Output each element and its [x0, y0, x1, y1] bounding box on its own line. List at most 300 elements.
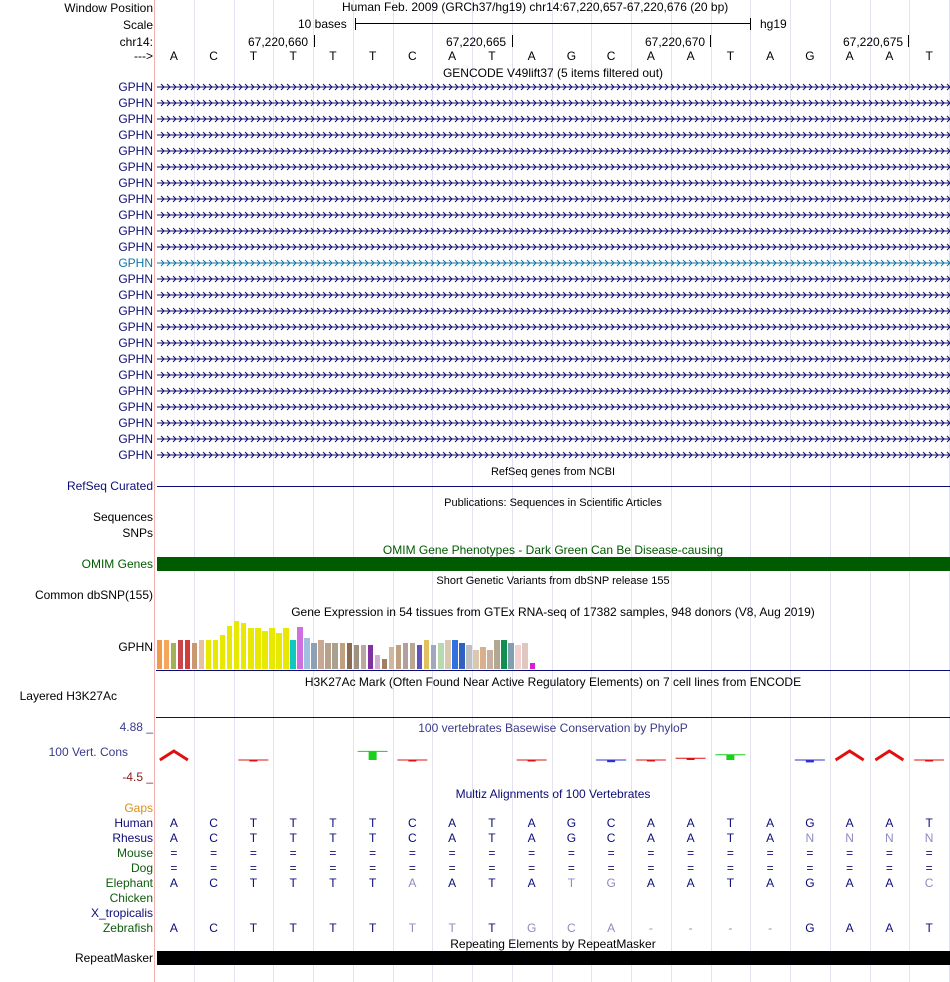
gencode-transcript-line[interactable] [157, 257, 950, 269]
aligned-base: A [169, 876, 178, 890]
aligned-base: C [209, 876, 218, 890]
aligned-base: - [648, 921, 653, 935]
gtex-tissue-bar[interactable] [424, 640, 430, 669]
aligned-base: A [169, 921, 178, 935]
aligned-base: = [528, 861, 536, 875]
gtex-tissue-bar[interactable] [311, 643, 317, 669]
gencode-transcript-line[interactable] [157, 449, 950, 461]
scale-bar-left-tick [355, 18, 356, 30]
aligned-base: T [448, 921, 456, 935]
window-position-label: Window Position [64, 1, 153, 15]
gtex-tissue-bar[interactable] [487, 650, 493, 669]
gencode-gene-label[interactable]: GPHN [118, 368, 153, 382]
aligned-base: = [249, 846, 257, 860]
reference-base: T [925, 49, 933, 63]
gtex-tissue-bar[interactable] [480, 647, 486, 669]
reference-base: C [606, 49, 616, 63]
aligned-base: A [845, 816, 854, 830]
gtex-tissue-bar[interactable] [375, 655, 381, 669]
gtex-tissue-bar[interactable] [269, 628, 275, 669]
gencode-transcript-line[interactable] [157, 113, 950, 125]
gtex-tissue-bar[interactable] [255, 628, 261, 669]
aligned-base: = [528, 846, 536, 860]
aligned-base: = [925, 861, 933, 875]
gencode-transcript-line[interactable] [157, 305, 950, 317]
assembly-position-text: Human Feb. 2009 (GRCh37/hg19) chr14:67,220,657-67,220,676 (20 bp) [342, 0, 729, 14]
gtex-tissue-bar[interactable] [325, 643, 331, 669]
aligned-base: A [527, 831, 536, 845]
phylop-score-mark [358, 751, 388, 760]
gencode-gene-label[interactable]: GPHN [118, 160, 153, 174]
aligned-base: G [526, 921, 537, 935]
gtex-tissue-bar[interactable] [283, 628, 289, 669]
gtex-tissue-bar[interactable] [248, 628, 254, 669]
gencode-transcript-line[interactable] [157, 289, 950, 301]
h3k27ac-baseline [156, 717, 950, 718]
aligned-base: A [686, 876, 695, 890]
gencode-transcript-line[interactable] [157, 353, 950, 365]
aligned-base: = [289, 861, 297, 875]
species-label[interactable]: Human [114, 816, 153, 830]
sequences-track-label[interactable]: Sequences [92, 510, 153, 524]
gtex-tissue-bar[interactable] [522, 643, 528, 669]
phylop-score-mark [914, 760, 944, 762]
repeatmasker-bar[interactable] [157, 951, 950, 965]
gencode-transcript-line[interactable] [157, 129, 950, 141]
gtex-baseline [156, 670, 950, 671]
phylop-score-mark [517, 760, 547, 762]
aligned-base: A [845, 876, 854, 890]
aligned-base: = [408, 861, 416, 875]
aligned-base: = [647, 846, 655, 860]
position-tick-mark-2 [512, 35, 513, 47]
reference-base: T [329, 49, 337, 63]
aligned-base: - [688, 921, 693, 935]
gtex-tissue-bar[interactable] [332, 643, 338, 669]
gtex-tissue-bar[interactable] [501, 640, 507, 669]
aligned-base: C [408, 831, 417, 845]
phylop-score-mark [715, 755, 745, 760]
aligned-base: C [209, 921, 218, 935]
aligned-base: T [488, 816, 496, 830]
repeatmasker-track-label[interactable]: RepeatMasker [74, 951, 153, 965]
gtex-tissue-bar[interactable] [438, 643, 444, 669]
aligned-base: C [408, 816, 417, 830]
reference-base: T [726, 49, 735, 63]
species-label[interactable]: Chicken [109, 891, 153, 905]
species-label[interactable]: Rhesus [112, 831, 153, 845]
gencode-gene-label[interactable]: GPHN [118, 176, 153, 190]
reference-base: T [368, 49, 377, 63]
gtex-tissue-bar[interactable] [466, 645, 472, 669]
gencode-gene-label[interactable]: GPHN [118, 240, 153, 254]
aligned-base: T [329, 921, 337, 935]
gencode-transcript-line[interactable] [157, 321, 950, 333]
gencode-gene-label[interactable]: GPHN [118, 272, 153, 286]
gtex-tissue-bar[interactable] [340, 643, 346, 669]
aligned-base: A [686, 831, 695, 845]
gtex-tissue-bar[interactable] [354, 645, 360, 669]
gencode-transcript-line[interactable] [157, 433, 950, 445]
aligned-base: A [646, 876, 655, 890]
aligned-base: = [567, 846, 575, 860]
gtex-tissue-bar[interactable] [431, 645, 437, 669]
aligned-base: = [329, 846, 337, 860]
gencode-transcript-line[interactable] [157, 417, 950, 429]
phylop-score-mark [397, 760, 427, 762]
gtex-tissue-bar[interactable] [164, 640, 170, 669]
aligned-base: = [806, 861, 814, 875]
gtex-tissue-bar[interactable] [220, 635, 226, 669]
gtex-tissue-bar[interactable] [361, 645, 367, 669]
aligned-base: = [369, 861, 377, 875]
aligned-base: = [726, 861, 734, 875]
gtex-tissue-bar[interactable] [515, 645, 521, 669]
aligned-base: A [448, 831, 457, 845]
reference-base: A [448, 49, 457, 63]
aligned-base: A [169, 831, 178, 845]
aligned-base: = [567, 861, 575, 875]
gtex-tissue-bar[interactable] [206, 640, 212, 669]
aligned-base: N [845, 831, 854, 845]
species-label[interactable]: Elephant [105, 876, 153, 890]
gtex-tissue-bar[interactable] [178, 640, 184, 669]
gtex-tissue-bar[interactable] [290, 640, 296, 669]
phylop-score-mark [836, 751, 864, 760]
aligned-base: T [726, 816, 735, 830]
species-label[interactable]: Zebrafish [102, 921, 153, 935]
aligned-base: A [766, 831, 775, 845]
gencode-gene-label[interactable]: GPHN [118, 320, 153, 334]
scale-bar-right-tick [750, 18, 751, 30]
reference-base: C [209, 49, 218, 63]
gtex-tissue-bar[interactable] [185, 640, 191, 669]
aligned-base: A [885, 816, 894, 830]
aligned-base: = [488, 861, 496, 875]
phylop-score-mark [596, 760, 626, 762]
scale-text: 10 bases [298, 17, 347, 31]
gtex-tissue-bar[interactable] [382, 659, 388, 669]
gtex-tissue-bar[interactable] [262, 631, 268, 669]
reference-base: A [169, 49, 178, 63]
gtex-tissue-bar[interactable] [227, 626, 233, 669]
gtex-tissue-bar[interactable] [473, 650, 479, 669]
phylop-score-plot[interactable] [0, 735, 950, 785]
gencode-transcript-line[interactable] [157, 337, 950, 349]
aligned-base: - [728, 921, 733, 935]
gtex-tissue-bar[interactable] [171, 643, 177, 669]
refseq-gene-line[interactable] [157, 486, 950, 487]
omim-gene-bar[interactable] [157, 557, 950, 571]
aligned-base: N [885, 831, 894, 845]
phylop-score-mark [238, 760, 268, 762]
gencode-transcript-line[interactable] [157, 177, 950, 189]
gtex-track-label[interactable]: GPHN [118, 640, 153, 654]
aligned-base: = [408, 846, 416, 860]
aligned-base: A [766, 876, 775, 890]
aligned-base: = [210, 846, 218, 860]
gencode-gene-label[interactable]: GPHN [118, 336, 153, 350]
phylop-track-title: 100 vertebrates Basewise Conservation by PhyloP [418, 721, 688, 735]
aligned-base: T [925, 816, 933, 830]
aligned-base: C [606, 816, 616, 830]
aligned-base: T [289, 816, 297, 830]
aligned-base: G [805, 876, 815, 890]
omim-track-label[interactable]: OMIM Genes [81, 557, 153, 571]
reference-base: A [527, 49, 536, 63]
position-tick-4: 67,220,675 [843, 35, 904, 49]
aligned-base: T [329, 831, 337, 845]
aligned-base: = [210, 861, 218, 875]
label-divider [154, 0, 155, 982]
gtex-tissue-bar[interactable] [297, 627, 303, 669]
aligned-base: A [169, 816, 178, 830]
reference-base: A [686, 49, 695, 63]
aligned-base: = [170, 861, 178, 875]
aligned-base: = [687, 861, 695, 875]
gtex-tissue-bar[interactable] [304, 638, 310, 669]
aligned-base: G [566, 831, 577, 845]
gtex-tissue-bar[interactable] [192, 643, 198, 669]
gtex-tissue-bar[interactable] [347, 643, 353, 669]
aligned-base: C [606, 831, 616, 845]
aligned-base: A [885, 921, 894, 935]
aligned-base: T [408, 921, 417, 935]
aligned-base: = [329, 861, 337, 875]
aligned-base: G [606, 876, 616, 890]
gtex-tissue-bar[interactable] [241, 623, 247, 669]
gtex-track-title: Gene Expression in 54 tissues from GTEx RNA-seq of 17382 samples, 948 donors (V8, Aug 2019) [291, 605, 815, 619]
phylop-track-label[interactable]: 100 Vert. Cons [48, 745, 128, 759]
aligned-base: A [527, 816, 536, 830]
aligned-base: T [488, 921, 496, 935]
species-label[interactable]: Dog [130, 861, 153, 875]
dbsnp-track-title: Short Genetic Variants from dbSNP release 155 [436, 575, 670, 587]
gencode-transcript-line[interactable] [157, 241, 950, 253]
gencode-gene-label[interactable]: GPHN [118, 256, 153, 270]
scale-label: Scale [122, 18, 153, 32]
aligned-base: T [249, 816, 258, 830]
aligned-base: T [249, 876, 258, 890]
gencode-gene-label[interactable]: GPHN [118, 416, 153, 430]
gtex-tissue-bar[interactable] [410, 643, 416, 669]
gencode-gene-label[interactable]: GPHN [118, 352, 153, 366]
reference-base: G [805, 49, 815, 63]
aligned-base: = [448, 861, 456, 875]
aligned-base: A [448, 876, 457, 890]
gencode-gene-label[interactable]: GPHN [118, 80, 153, 94]
multiz-track-title: Multiz Alignments of 100 Vertebrates [455, 787, 651, 801]
aligned-base: C [209, 816, 218, 830]
position-tick-mark-4 [908, 35, 909, 47]
aligned-base: G [805, 921, 815, 935]
gencode-gene-label[interactable]: GPHN [118, 128, 153, 142]
gtex-tissue-bar[interactable] [157, 640, 163, 669]
gencode-transcript-line[interactable] [157, 193, 950, 205]
aligned-base: = [687, 846, 695, 860]
aligned-base: A [686, 816, 695, 830]
gencode-gene-label[interactable]: GPHN [118, 224, 153, 238]
aligned-base: = [766, 861, 774, 875]
aligned-base: T [368, 876, 377, 890]
reference-base: T [249, 49, 258, 63]
gencode-gene-label[interactable]: GPHN [118, 192, 153, 206]
aligned-base: A [885, 876, 894, 890]
dbsnp-track-label[interactable]: Common dbSNP(155) [34, 588, 153, 602]
aligned-base: A [607, 921, 616, 935]
gtex-tissue-bar[interactable] [417, 645, 423, 669]
species-label[interactable]: Mouse [116, 846, 153, 860]
gtex-tissue-bar[interactable] [452, 640, 458, 669]
species-label[interactable]: X_tropicalis [90, 906, 153, 920]
aligned-base: T [488, 876, 496, 890]
scale-bar [355, 23, 751, 24]
scale-db: hg19 [760, 17, 787, 31]
aligned-base: C [924, 876, 934, 890]
aligned-base: = [885, 861, 893, 875]
gencode-transcript-line[interactable] [157, 369, 950, 381]
aligned-base: = [249, 861, 257, 875]
omim-track-title: OMIM Gene Phenotypes - Dark Green Can Be Disease-causing [382, 543, 724, 557]
gtex-bar-chart[interactable] [156, 620, 536, 669]
phylop-max-label: 4.88 _ [119, 720, 153, 734]
position-tick-3: 67,220,670 [645, 35, 706, 49]
gencode-transcript-line[interactable] [157, 401, 950, 413]
refseq-track-label[interactable]: RefSeq Curated [66, 479, 153, 493]
aligned-base: A [646, 831, 655, 845]
gencode-gene-label[interactable]: GPHN [118, 112, 153, 126]
phylop-score-mark [160, 751, 188, 760]
gtex-tissue-bar[interactable] [234, 621, 240, 669]
aligned-base: A [646, 816, 655, 830]
gtex-tissue-bar[interactable] [459, 643, 465, 669]
aligned-base: T [249, 921, 258, 935]
position-tick-mark-3 [710, 35, 711, 47]
aligned-base: T [329, 816, 337, 830]
aligned-base: = [170, 846, 178, 860]
aligned-base: = [806, 846, 814, 860]
aligned-base: - [768, 921, 773, 935]
aligned-base: A [845, 921, 854, 935]
gaps-label: Gaps [124, 801, 153, 815]
gencode-transcript-line[interactable] [157, 145, 950, 157]
strand-label: ---> [134, 49, 153, 63]
phylop-score-mark [676, 758, 706, 760]
gencode-transcript-line[interactable] [157, 97, 950, 109]
aligned-base: T [329, 876, 337, 890]
gtex-tissue-bar[interactable] [396, 645, 402, 669]
gencode-gene-label[interactable]: GPHN [118, 288, 153, 302]
h3k27ac-track-title: H3K27Ac Mark (Often Found Near Active Regulatory Elements) on 7 cell lines from ENCODE [304, 675, 802, 689]
aligned-base: T [368, 831, 377, 845]
gencode-gene-label[interactable]: GPHN [118, 432, 153, 446]
gencode-gene-label[interactable]: GPHN [118, 448, 153, 462]
aligned-base: T [925, 921, 933, 935]
aligned-base: = [488, 846, 496, 860]
aligned-base: T [488, 831, 496, 845]
gencode-track-title: GENCODE V49lift37 (5 items filtered out) [442, 66, 664, 80]
reference-base: A [766, 49, 775, 63]
reference-base: T [488, 49, 496, 63]
aligned-base: G [805, 816, 815, 830]
aligned-base: = [448, 846, 456, 860]
aligned-base: = [607, 846, 615, 860]
aligned-base: C [209, 831, 218, 845]
gtex-tissue-bar[interactable] [368, 645, 374, 669]
snps-track-label[interactable]: SNPs [122, 526, 153, 540]
phylop-score-mark [875, 751, 903, 760]
aligned-base: = [846, 861, 854, 875]
gtex-tissue-bar[interactable] [199, 640, 205, 669]
gencode-gene-label[interactable]: GPHN [118, 400, 153, 414]
aligned-base: N [805, 831, 815, 845]
aligned-base: T [249, 831, 258, 845]
gtex-tissue-bar[interactable] [213, 640, 219, 669]
position-tick-1: 67,220,660 [248, 35, 309, 49]
gencode-gene-label[interactable]: GPHN [118, 96, 153, 110]
reference-base: G [566, 49, 577, 63]
aligned-base: A [448, 816, 457, 830]
aligned-base: N [924, 831, 934, 845]
gtex-tissue-bar[interactable] [318, 640, 324, 669]
gencode-transcript-line[interactable] [157, 161, 950, 173]
gencode-transcript-line[interactable] [157, 385, 950, 397]
gencode-transcript-line[interactable] [157, 81, 950, 93]
gencode-gene-label[interactable]: GPHN [118, 208, 153, 222]
aligned-base: = [925, 846, 933, 860]
gencode-gene-label[interactable]: GPHN [118, 144, 153, 158]
reference-base: A [885, 49, 894, 63]
aligned-base: = [647, 861, 655, 875]
aligned-base: T [567, 876, 576, 890]
gtex-tissue-bar[interactable] [530, 663, 536, 669]
phylop-score-mark [636, 760, 666, 762]
repeatmasker-track-title: Repeating Elements by RepeatMasker [450, 937, 656, 951]
gencode-gene-label[interactable]: GPHN [118, 384, 153, 398]
aligned-base: T [289, 921, 297, 935]
phylop-score-mark [795, 760, 825, 762]
gtex-tissue-bar[interactable] [403, 643, 409, 669]
gtex-tissue-bar[interactable] [389, 647, 395, 669]
gencode-transcript-line[interactable] [157, 225, 950, 237]
gtex-tissue-bar[interactable] [276, 633, 282, 669]
reference-base: A [646, 49, 655, 63]
aligned-base: T [289, 876, 297, 890]
aligned-base: T [726, 876, 735, 890]
chrom-label: chr14: [119, 35, 153, 49]
phylop-min-label: -4.5 _ [122, 770, 153, 784]
aligned-base: = [766, 846, 774, 860]
aligned-base: G [566, 816, 577, 830]
aligned-base: = [885, 846, 893, 860]
aligned-base: A [527, 876, 536, 890]
aligned-base: T [368, 816, 377, 830]
aligned-base: = [726, 846, 734, 860]
aligned-base: = [846, 846, 854, 860]
h3k27ac-track-label[interactable]: Layered H3K27Ac [19, 689, 117, 703]
gencode-transcript-line[interactable] [157, 273, 950, 285]
gencode-gene-label[interactable]: GPHN [118, 304, 153, 318]
aligned-base: A [766, 816, 775, 830]
gtex-tissue-bar[interactable] [445, 640, 451, 669]
aligned-base: = [607, 861, 615, 875]
aligned-base: T [289, 831, 297, 845]
gtex-tissue-bar[interactable] [494, 640, 500, 669]
reference-base: T [289, 49, 297, 63]
refseq-track-title: RefSeq genes from NCBI [490, 466, 616, 478]
gencode-transcript-line[interactable] [157, 209, 950, 221]
gtex-tissue-bar[interactable] [508, 643, 514, 669]
